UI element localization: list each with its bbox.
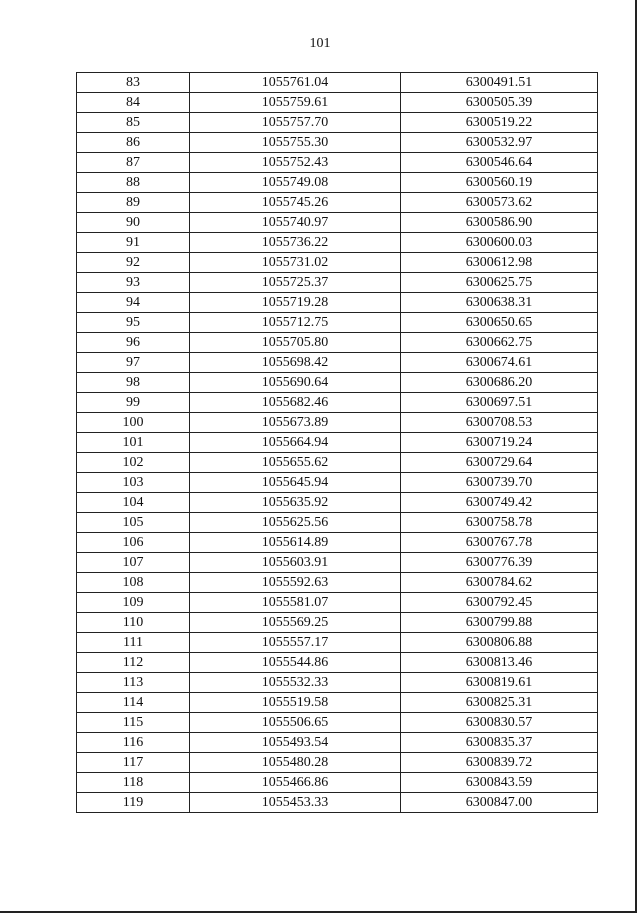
y-coordinate-cell: 6300813.46 — [401, 653, 598, 673]
x-coordinate-cell: 1055761.04 — [190, 73, 401, 93]
y-coordinate-cell: 6300806.88 — [401, 633, 598, 653]
point-number-cell: 118 — [77, 773, 190, 793]
point-number-cell: 86 — [77, 133, 190, 153]
x-coordinate-cell: 1055745.26 — [190, 193, 401, 213]
y-coordinate-cell: 6300519.22 — [401, 113, 598, 133]
table-row — [77, 473, 598, 493]
y-coordinate-cell: 6300650.65 — [401, 313, 598, 333]
table-row — [77, 633, 598, 653]
point-number-cell: 95 — [77, 313, 190, 333]
y-coordinate-cell: 6300830.57 — [401, 713, 598, 733]
point-number-cell: 104 — [77, 493, 190, 513]
x-coordinate-cell: 1055557.17 — [190, 633, 401, 653]
point-number-cell: 102 — [77, 453, 190, 473]
x-coordinate-cell: 1055645.94 — [190, 473, 401, 493]
point-number-cell: 113 — [77, 673, 190, 693]
x-coordinate-cell: 1055581.07 — [190, 593, 401, 613]
y-coordinate-cell: 6300758.78 — [401, 513, 598, 533]
x-coordinate-cell: 1055719.28 — [190, 293, 401, 313]
y-coordinate-cell: 6300686.20 — [401, 373, 598, 393]
table-row — [77, 753, 598, 773]
x-coordinate-cell: 1055749.08 — [190, 173, 401, 193]
table-row — [77, 593, 598, 613]
table-row — [77, 653, 598, 673]
point-number-cell: 93 — [77, 273, 190, 293]
y-coordinate-cell: 6300674.61 — [401, 353, 598, 373]
table-row — [77, 313, 598, 333]
y-coordinate-cell: 6300847.00 — [401, 793, 598, 813]
y-coordinate-cell: 6300662.75 — [401, 333, 598, 353]
y-coordinate-cell: 6300767.78 — [401, 533, 598, 553]
y-coordinate-cell: 6300638.31 — [401, 293, 598, 313]
point-number-cell: 119 — [77, 793, 190, 813]
point-number-cell: 114 — [77, 693, 190, 713]
table-row — [77, 713, 598, 733]
point-number-cell: 98 — [77, 373, 190, 393]
x-coordinate-cell: 1055698.42 — [190, 353, 401, 373]
point-number-cell: 101 — [77, 433, 190, 453]
table-row — [77, 413, 598, 433]
table-row — [77, 293, 598, 313]
x-coordinate-cell: 1055655.62 — [190, 453, 401, 473]
table-row — [77, 93, 598, 113]
y-coordinate-cell: 6300792.45 — [401, 593, 598, 613]
point-number-cell: 108 — [77, 573, 190, 593]
x-coordinate-cell: 1055635.92 — [190, 493, 401, 513]
x-coordinate-cell: 1055532.33 — [190, 673, 401, 693]
x-coordinate-cell: 1055712.75 — [190, 313, 401, 333]
x-coordinate-cell: 1055493.54 — [190, 733, 401, 753]
y-coordinate-cell: 6300586.90 — [401, 213, 598, 233]
y-coordinate-cell: 6300708.53 — [401, 413, 598, 433]
y-coordinate-cell: 6300625.75 — [401, 273, 598, 293]
y-coordinate-cell: 6300719.24 — [401, 433, 598, 453]
point-number-cell: 112 — [77, 653, 190, 673]
y-coordinate-cell: 6300546.64 — [401, 153, 598, 173]
y-coordinate-cell: 6300573.62 — [401, 193, 598, 213]
x-coordinate-cell: 1055757.70 — [190, 113, 401, 133]
point-number-cell: 83 — [77, 73, 190, 93]
table-row — [77, 573, 598, 593]
point-number-cell: 105 — [77, 513, 190, 533]
table-row — [77, 73, 598, 93]
point-number-cell: 96 — [77, 333, 190, 353]
y-coordinate-cell: 6300505.39 — [401, 93, 598, 113]
coordinates-table — [76, 72, 598, 813]
x-coordinate-cell: 1055569.25 — [190, 613, 401, 633]
point-number-cell: 97 — [77, 353, 190, 373]
y-coordinate-cell: 6300729.64 — [401, 453, 598, 473]
x-coordinate-cell: 1055506.65 — [190, 713, 401, 733]
table-row — [77, 153, 598, 173]
x-coordinate-cell: 1055759.61 — [190, 93, 401, 113]
x-coordinate-cell: 1055736.22 — [190, 233, 401, 253]
table-row — [77, 533, 598, 553]
table-row — [77, 273, 598, 293]
point-number-cell: 115 — [77, 713, 190, 733]
table-row — [77, 373, 598, 393]
table-row — [77, 173, 598, 193]
y-coordinate-cell: 6300799.88 — [401, 613, 598, 633]
y-coordinate-cell: 6300612.98 — [401, 253, 598, 273]
y-coordinate-cell: 6300839.72 — [401, 753, 598, 773]
coordinates-table-body — [77, 73, 598, 813]
table-row — [77, 693, 598, 713]
point-number-cell: 117 — [77, 753, 190, 773]
y-coordinate-cell: 6300776.39 — [401, 553, 598, 573]
x-coordinate-cell: 1055480.28 — [190, 753, 401, 773]
table-row — [77, 213, 598, 233]
y-coordinate-cell: 6300560.19 — [401, 173, 598, 193]
point-number-cell: 111 — [77, 633, 190, 653]
y-coordinate-cell: 6300491.51 — [401, 73, 598, 93]
x-coordinate-cell: 1055592.63 — [190, 573, 401, 593]
table-row — [77, 773, 598, 793]
y-coordinate-cell: 6300825.31 — [401, 693, 598, 713]
x-coordinate-cell: 1055603.91 — [190, 553, 401, 573]
table-row — [77, 453, 598, 473]
table-row — [77, 253, 598, 273]
y-coordinate-cell: 6300532.97 — [401, 133, 598, 153]
table-row — [77, 513, 598, 533]
table-row — [77, 433, 598, 453]
x-coordinate-cell: 1055544.86 — [190, 653, 401, 673]
y-coordinate-cell: 6300835.37 — [401, 733, 598, 753]
table-row — [77, 193, 598, 213]
x-coordinate-cell: 1055740.97 — [190, 213, 401, 233]
point-number-cell: 100 — [77, 413, 190, 433]
x-coordinate-cell: 1055664.94 — [190, 433, 401, 453]
table-row — [77, 493, 598, 513]
x-coordinate-cell: 1055725.37 — [190, 273, 401, 293]
point-number-cell: 99 — [77, 393, 190, 413]
table-row — [77, 733, 598, 753]
y-coordinate-cell: 6300819.61 — [401, 673, 598, 693]
x-coordinate-cell: 1055625.56 — [190, 513, 401, 533]
table-row — [77, 333, 598, 353]
point-number-cell: 94 — [77, 293, 190, 313]
x-coordinate-cell: 1055755.30 — [190, 133, 401, 153]
x-coordinate-cell: 1055731.02 — [190, 253, 401, 273]
x-coordinate-cell: 1055752.43 — [190, 153, 401, 173]
point-number-cell: 84 — [77, 93, 190, 113]
y-coordinate-cell: 6300600.03 — [401, 233, 598, 253]
x-coordinate-cell: 1055682.46 — [190, 393, 401, 413]
x-coordinate-cell: 1055614.89 — [190, 533, 401, 553]
table-row — [77, 613, 598, 633]
x-coordinate-cell: 1055519.58 — [190, 693, 401, 713]
x-coordinate-cell: 1055453.33 — [190, 793, 401, 813]
x-coordinate-cell: 1055690.64 — [190, 373, 401, 393]
point-number-cell: 116 — [77, 733, 190, 753]
table-row — [77, 553, 598, 573]
table-row — [77, 353, 598, 373]
y-coordinate-cell: 6300784.62 — [401, 573, 598, 593]
point-number-cell: 90 — [77, 213, 190, 233]
x-coordinate-cell: 1055705.80 — [190, 333, 401, 353]
point-number-cell: 110 — [77, 613, 190, 633]
y-coordinate-cell: 6300843.59 — [401, 773, 598, 793]
point-number-cell: 91 — [77, 233, 190, 253]
y-coordinate-cell: 6300749.42 — [401, 493, 598, 513]
table-row — [77, 113, 598, 133]
point-number-cell: 106 — [77, 533, 190, 553]
point-number-cell: 109 — [77, 593, 190, 613]
table-row — [77, 793, 598, 813]
point-number-cell: 89 — [77, 193, 190, 213]
table-row — [77, 673, 598, 693]
point-number-cell: 92 — [77, 253, 190, 273]
page-number: 101 — [309, 36, 331, 51]
y-coordinate-cell: 6300697.51 — [401, 393, 598, 413]
table-row — [77, 393, 598, 413]
point-number-cell: 103 — [77, 473, 190, 493]
point-number-cell: 87 — [77, 153, 190, 173]
x-coordinate-cell: 1055673.89 — [190, 413, 401, 433]
y-coordinate-cell: 6300739.70 — [401, 473, 598, 493]
x-coordinate-cell: 1055466.86 — [190, 773, 401, 793]
table-row — [77, 233, 598, 253]
point-number-cell: 107 — [77, 553, 190, 573]
point-number-cell: 85 — [77, 113, 190, 133]
point-number-cell: 88 — [77, 173, 190, 193]
table-row — [77, 133, 598, 153]
